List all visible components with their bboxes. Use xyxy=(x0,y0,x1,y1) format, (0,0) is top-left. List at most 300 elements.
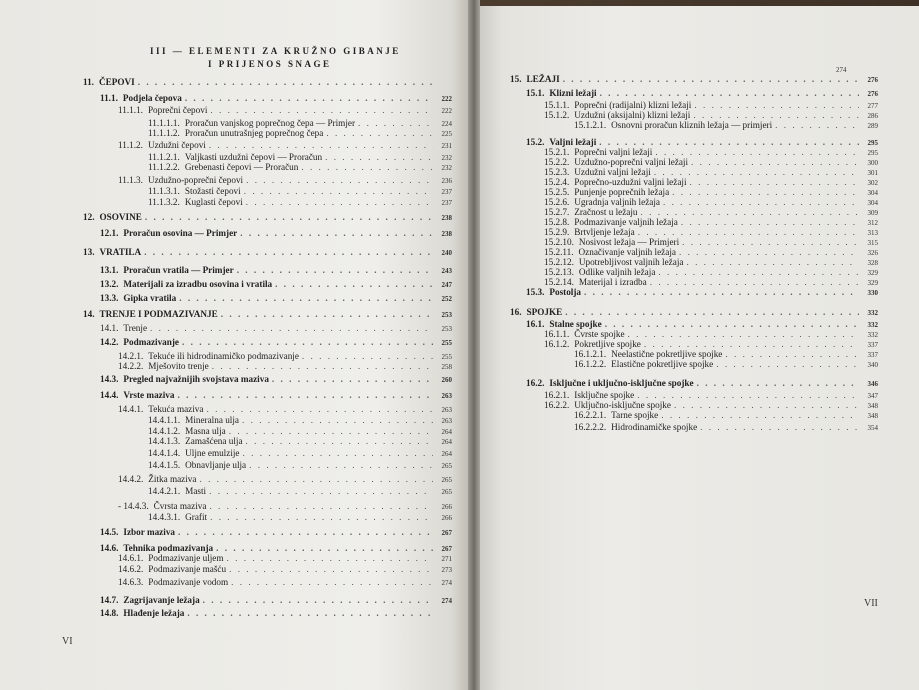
page-number-top: 274 xyxy=(836,66,847,74)
toc-entry-number: 15.2.2. xyxy=(544,157,570,167)
toc-entry xyxy=(83,77,452,88)
toc-entry-page: 258 xyxy=(441,363,452,371)
part-heading: III — ELEMENTI ZA KRUŽNO GIBANJE xyxy=(150,46,401,56)
dot-leader xyxy=(661,410,859,421)
toc-entry-number: 13.1. xyxy=(100,265,119,275)
toc-entry-title: Čvrsta maziva xyxy=(153,501,207,511)
toc-entry-title: Valjni ležaji xyxy=(549,137,597,147)
toc-entry-page: 354 xyxy=(867,424,878,432)
toc-entry xyxy=(100,608,452,619)
dot-leader xyxy=(563,74,859,85)
toc-entry-title: Podmazivanje uljem xyxy=(148,553,224,563)
dot-leader xyxy=(177,390,433,401)
toc-entry xyxy=(118,140,452,152)
toc-entry-number: 15.2.4. xyxy=(544,177,570,187)
toc-entry-title: Tehnika podmazivanja xyxy=(123,543,214,553)
toc-entry-number: 16.2.2.1. xyxy=(574,410,607,420)
toc-entry-title: SPOJKE xyxy=(526,307,563,317)
toc-entry xyxy=(100,527,452,539)
dot-leader xyxy=(210,105,433,116)
toc-entry-page: 238 xyxy=(441,230,452,238)
toc-entry-page: 243 xyxy=(441,267,452,275)
toc-entry-title: Uzdužni valjni ležaji xyxy=(574,167,651,177)
toc-entry-number: 15.2.8. xyxy=(544,217,570,227)
toc-entry-title: Isključne i uključno-isključne spojke xyxy=(549,378,694,388)
toc-entry-title: Žitka maziva xyxy=(148,474,197,484)
toc-entry-number: 14.2.2. xyxy=(118,361,144,371)
toc-entry-number: 15.2.9. xyxy=(544,227,570,237)
toc-entry-title: Mješovito trenje xyxy=(148,361,209,371)
toc-entry xyxy=(100,93,452,105)
toc-entry-number: 15.1.1. xyxy=(544,100,570,110)
toc-entry-page: 313 xyxy=(867,229,878,237)
toc-entry-number: 15.2.13. xyxy=(544,267,574,277)
toc-entry-page: 264 xyxy=(441,450,452,458)
toc-entry xyxy=(526,287,878,299)
toc-entry xyxy=(574,410,878,422)
dot-leader xyxy=(182,337,433,348)
dot-leader xyxy=(227,553,433,564)
toc-entry-page: 253 xyxy=(441,325,452,333)
toc-entry-title: Uzdužno-poprečni valjni ležaji xyxy=(574,157,689,167)
toc-entry-number: 15.2.3. xyxy=(544,167,570,177)
toc-entry-page: 300 xyxy=(867,159,878,167)
toc-entry-number: 16.2.2. xyxy=(544,400,570,410)
toc-entry xyxy=(100,595,452,607)
toc-entry-page: 238 xyxy=(441,214,452,222)
toc-entry-title: VRATILA xyxy=(99,247,142,257)
dot-leader xyxy=(144,247,433,258)
toc-entry-title: Podmazivanje xyxy=(123,337,180,347)
dot-leader xyxy=(210,512,433,523)
toc-entry-page: 266 xyxy=(441,503,452,511)
toc-entry-number: 14.4.1. xyxy=(118,404,144,414)
dot-leader xyxy=(209,140,433,151)
toc-entry-number: 14.6.2. xyxy=(118,564,144,574)
toc-entry-page: 340 xyxy=(867,361,878,369)
toc-entry-page: 264 xyxy=(441,428,452,436)
toc-entry-page: 255 xyxy=(441,339,452,347)
toc-entry-number: 15.1.2. xyxy=(544,110,570,120)
toc-entry-title: Zračnost u ležaju xyxy=(574,207,638,217)
toc-entry-page: 332 xyxy=(867,331,878,339)
toc-entry-title: Uzdužni (aksijalni) klizni ležaji xyxy=(574,110,691,120)
toc-entry-title: Elastične pokretljive spojke xyxy=(611,359,714,369)
toc-entry-title: Tekuće ili hidrodinamičko podmazivanje xyxy=(148,351,299,361)
toc-entry-number: 15.3. xyxy=(526,287,545,297)
toc-entry xyxy=(118,577,452,589)
toc-entry-title: Proračun vanjskog poprečnog čepa — Primjer xyxy=(184,118,356,128)
toc-entry-page: 277 xyxy=(867,102,878,110)
toc-entry-page: 274 xyxy=(441,597,452,605)
part-heading-continued: I PRIJENOS SNAGE xyxy=(208,59,332,69)
toc-entry-page: 312 xyxy=(867,219,878,227)
toc-entry xyxy=(100,293,452,305)
dot-leader xyxy=(246,175,433,186)
toc-entry-title: Pokretljive spojke xyxy=(574,339,641,349)
toc-entry-title: Podmazivanje vodom xyxy=(148,577,229,587)
dot-leader xyxy=(249,460,433,471)
toc-entry-page: 295 xyxy=(867,149,878,157)
dot-leader xyxy=(246,436,433,447)
toc-entry xyxy=(100,228,452,240)
toc-entry xyxy=(118,105,452,117)
toc-entry-page: 301 xyxy=(867,169,878,177)
toc-entry xyxy=(83,247,452,259)
toc-entry-page: 237 xyxy=(441,199,452,207)
toc-entry-number: 15. xyxy=(510,74,522,84)
dot-leader xyxy=(138,77,433,88)
dot-leader xyxy=(206,404,433,415)
toc-entry xyxy=(118,564,452,576)
dot-leader xyxy=(275,279,433,290)
toc-entry-page: 265 xyxy=(441,488,452,496)
toc-entry-number: 13.2. xyxy=(100,279,119,289)
toc-entry-number: 11.1.1. xyxy=(118,105,143,115)
toc-entry-title: LEŽAJI xyxy=(526,74,560,84)
toc-entry-title: Neelastične pokretljive spojke xyxy=(611,349,723,359)
toc-entry-number: 11.1.2.1. xyxy=(148,152,180,162)
toc-entry-number: 14.6. xyxy=(100,543,119,553)
toc-entry-title: Uljne emulzije xyxy=(185,448,240,458)
toc-entry-page: 271 xyxy=(441,555,452,563)
dot-leader xyxy=(231,577,433,588)
dot-leader xyxy=(185,93,433,104)
toc-entry-number: 14.4.1.3. xyxy=(148,436,181,446)
toc-entry-title: Upotrebljivost valjnih ležaja xyxy=(578,257,684,267)
toc-entry-number: 11. xyxy=(83,77,94,87)
toc-entry-title: Poprečni (radijalni) klizni ležaji xyxy=(574,100,692,110)
toc-entry-title: Materijal i izradba xyxy=(578,277,647,287)
toc-entry xyxy=(83,309,452,321)
toc-entry-page: 232 xyxy=(441,164,452,172)
toc-entry-number: 14.4.2. xyxy=(118,474,144,484)
toc-entry-title: Označivanje valjnih ležaja xyxy=(578,247,676,257)
toc-entry xyxy=(574,422,878,434)
toc-entry-number: 15.2.10. xyxy=(544,237,574,247)
toc-entry xyxy=(574,120,878,132)
dot-leader xyxy=(229,564,433,575)
toc-entry-page: 337 xyxy=(867,341,878,349)
dot-leader xyxy=(212,361,433,372)
toc-entry-page: 236 xyxy=(441,177,452,185)
toc-entry xyxy=(510,307,878,319)
toc-entry-number: 11.1.1.2. xyxy=(148,128,180,138)
toc-entry-number: 11.1.3. xyxy=(118,175,143,185)
toc-entry-title: Proračun unutrašnjeg poprečnog čepa xyxy=(184,128,324,138)
toc-entry-title: Pregled najvažnijih svojstava maziva xyxy=(123,374,269,384)
toc-entry-page: 309 xyxy=(867,209,878,217)
toc-entry-page: 247 xyxy=(441,281,452,289)
toc-entry-number: 11.1.1.1. xyxy=(148,118,180,128)
toc-entry-title: Materijali za izradbu osovina i vratila xyxy=(123,279,273,289)
toc-entry-title: Stalne spojke xyxy=(549,319,602,329)
toc-entry-page: 304 xyxy=(867,199,878,207)
toc-entry-page: 265 xyxy=(441,476,452,484)
toc-entry-number: 14.4.1.4. xyxy=(148,448,181,458)
toc-entry-title: Zagrijavanje ležaja xyxy=(123,595,200,605)
toc-entry-title: Postolja xyxy=(549,287,582,297)
dot-leader xyxy=(272,374,433,385)
toc-entry-number: 13. xyxy=(83,247,95,257)
table-of-contents-right xyxy=(476,6,919,690)
toc-entry-page: 253 xyxy=(441,311,452,319)
toc-entry-title: Uzdužni čepovi xyxy=(147,140,206,150)
toc-entry-title: Hlađenje ležaja xyxy=(123,608,185,618)
toc-entry-page: 329 xyxy=(867,269,878,277)
dot-leader xyxy=(209,486,433,497)
toc-entry xyxy=(510,74,878,86)
page-folio-right: VII xyxy=(864,598,878,609)
toc-entry-page: 304 xyxy=(867,189,878,197)
toc-entry-page: 315 xyxy=(867,239,878,247)
toc-entry-title: Izbor maziva xyxy=(123,527,176,537)
toc-entry-number: 15.2. xyxy=(526,137,545,147)
toc-entry-number: 14.4.3.1. xyxy=(148,512,181,522)
dot-leader xyxy=(240,228,433,239)
toc-entry-page: 237 xyxy=(441,188,452,196)
dot-leader xyxy=(301,162,433,173)
toc-entry-title: Uključno-isključne spojke xyxy=(574,400,671,410)
toc-entry xyxy=(100,323,452,335)
dot-leader xyxy=(187,608,433,619)
toc-entry-title: Punjenje poprečnih ležaja xyxy=(574,187,670,197)
toc-entry-number: 16. xyxy=(510,307,522,317)
toc-entry-title: Odlike valjnih ležaja xyxy=(578,267,656,277)
dot-leader xyxy=(237,265,433,276)
toc-entry-number: 14.4. xyxy=(100,390,119,400)
toc-entry-number: 16.1.2. xyxy=(544,339,570,349)
toc-entry-number: 16.1.2.1. xyxy=(574,349,607,359)
dot-leader xyxy=(242,415,433,426)
toc-entry-number: 14.6.1. xyxy=(118,553,144,563)
toc-entry-number: 14.4.2.1. xyxy=(148,486,181,496)
toc-entry xyxy=(148,512,452,524)
toc-entry-number: 15.2.7. xyxy=(544,207,570,217)
toc-entry-title: Podmazivanje mašću xyxy=(148,564,227,574)
toc-entry-title: Mineralna ulja xyxy=(185,415,239,425)
toc-entry-page: 240 xyxy=(441,249,452,257)
toc-entry-number: 14.5. xyxy=(100,527,119,537)
toc-entry-number: 15.2.5. xyxy=(544,187,570,197)
toc-entry-number: 11.1. xyxy=(100,93,118,103)
page-folio-left: VI xyxy=(62,636,73,647)
toc-entry-number: 15.1. xyxy=(526,88,545,98)
toc-entry-title: Čvrste spojke xyxy=(574,329,625,339)
dot-leader xyxy=(716,359,859,370)
toc-entry-number: 12. xyxy=(83,212,95,222)
toc-entry-page: 263 xyxy=(441,392,452,400)
toc-entry xyxy=(118,361,452,373)
dot-leader xyxy=(203,595,433,606)
toc-entry-page: 276 xyxy=(867,90,878,98)
dot-leader xyxy=(326,128,433,139)
toc-entry-number: 14.1. xyxy=(100,323,119,333)
toc-entry xyxy=(148,197,452,209)
dot-leader xyxy=(700,422,859,433)
toc-entry-title: Osnovni proračun kliznih ležaja — primjeri xyxy=(611,120,773,130)
toc-entry xyxy=(83,212,452,224)
toc-entry-title: Zamašćena ulja xyxy=(185,436,243,446)
toc-entry-number: 14.3. xyxy=(100,374,119,384)
toc-entry-page: 302 xyxy=(867,179,878,187)
toc-entry xyxy=(526,378,878,390)
toc-entry xyxy=(100,265,452,277)
dot-leader xyxy=(179,293,433,304)
toc-entry-number: 14.4.1.5. xyxy=(148,460,181,470)
toc-entry-page: 337 xyxy=(867,351,878,359)
dot-leader xyxy=(244,186,433,197)
toc-entry-title: Poprečni valjni ležaji xyxy=(574,147,653,157)
toc-entry-title: Brtvljenje ležaja xyxy=(574,227,635,237)
toc-entry-title: Poprečni čepovi xyxy=(147,105,208,115)
toc-entry-number: - 14.4.3. xyxy=(118,501,149,511)
toc-entry-page: 224 xyxy=(441,120,452,128)
toc-entry-page: 286 xyxy=(867,112,878,120)
toc-entry-page: 260 xyxy=(441,376,452,384)
toc-entry-page: 276 xyxy=(867,76,878,84)
toc-entry-number: 14.6.3. xyxy=(118,577,144,587)
toc-entry-number: 16.1. xyxy=(526,319,545,329)
toc-entry-page: 326 xyxy=(867,249,878,257)
toc-entry-title: Vrste maziva xyxy=(123,390,175,400)
toc-entry-number: 11.1.3.2. xyxy=(148,197,180,207)
toc-entry-title: Gipka vratila xyxy=(123,293,177,303)
toc-entry-title: Ugradnja valjnih ležaja xyxy=(574,197,660,207)
toc-entry xyxy=(100,390,452,402)
toc-entry xyxy=(148,436,452,448)
toc-entry-number: 16.2.1. xyxy=(544,390,570,400)
toc-entry-page: 265 xyxy=(441,462,452,470)
toc-entry-page: 328 xyxy=(867,259,878,267)
toc-entry xyxy=(148,448,452,460)
toc-entry-page: 295 xyxy=(867,139,878,147)
right-page xyxy=(476,6,919,690)
toc-entry-number: 16.2.2.2. xyxy=(574,422,607,432)
toc-entry xyxy=(148,486,452,498)
toc-entry-number: 15.2.12. xyxy=(544,257,574,267)
toc-entry-page: 347 xyxy=(867,392,878,400)
toc-entry-title: ČEPOVI xyxy=(98,77,135,87)
dot-leader xyxy=(178,527,433,538)
toc-entry-title: Tekuća maziva xyxy=(148,404,204,414)
toc-entry-page: 273 xyxy=(441,566,452,574)
toc-entry-number: 15.2.14. xyxy=(544,277,574,287)
toc-entry xyxy=(100,374,452,386)
toc-entry-title: TRENJE I PODMAZIVANJE xyxy=(99,309,218,319)
book-gutter xyxy=(468,0,480,690)
toc-entry xyxy=(148,162,452,174)
dot-leader xyxy=(775,120,859,131)
dot-leader xyxy=(209,501,433,512)
toc-entry-number: 14. xyxy=(83,309,95,319)
dot-leader xyxy=(199,474,433,485)
toc-entry-title: Proračun vratila — Primjer xyxy=(123,265,234,275)
toc-entry xyxy=(118,474,452,486)
toc-entry-number: 14.2.1. xyxy=(118,351,144,361)
toc-entry-page: 346 xyxy=(867,380,878,388)
dot-leader xyxy=(150,323,433,334)
dot-leader xyxy=(243,448,434,459)
toc-entry-title: Valjkasti uzdužni čepovi — Proračun xyxy=(184,152,323,162)
toc-entry-page: 274 xyxy=(441,579,452,587)
toc-entry-title: Masna ulja xyxy=(185,426,226,436)
toc-entry-number: 14.4.1.2. xyxy=(148,426,181,436)
toc-entry-number: 11.1.2.2. xyxy=(148,162,180,172)
toc-entry-number: 15.2.6. xyxy=(544,197,570,207)
toc-entry-number: 12.1. xyxy=(100,228,119,238)
toc-entry-page: 267 xyxy=(441,545,452,553)
toc-entry-page: 222 xyxy=(441,95,452,103)
toc-entry-number: 14.2. xyxy=(100,337,119,347)
toc-entry-page: 348 xyxy=(867,402,878,410)
toc-entry-title: Uzdužno-poprečni čepovi xyxy=(147,175,244,185)
toc-entry-number: 16.2. xyxy=(526,378,545,388)
toc-entry-number: 11.1.3.1. xyxy=(148,186,180,196)
toc-entry-page: 348 xyxy=(867,412,878,420)
dot-leader xyxy=(221,309,433,320)
toc-entry-page: 264 xyxy=(441,438,452,446)
toc-entry-page: 289 xyxy=(867,122,878,130)
toc-entry-title: Nosivost ležaja — Primjeri xyxy=(578,237,680,247)
toc-entry-number: 14.4.1.1. xyxy=(148,415,181,425)
toc-entry-page: 252 xyxy=(441,295,452,303)
toc-entry-page: 225 xyxy=(441,130,452,138)
toc-entry-title: OSOVINE xyxy=(99,212,142,222)
toc-entry xyxy=(100,337,452,349)
toc-entry-number: 14.7. xyxy=(100,595,119,605)
toc-entry xyxy=(148,128,452,140)
dot-leader xyxy=(246,197,433,208)
toc-entry-title: Podjela čepova xyxy=(122,93,182,103)
toc-entry-number: 11.1.2. xyxy=(118,140,143,150)
toc-entry-title: Poprečno-uzdužni valjni ležaji xyxy=(574,177,687,187)
toc-entry-number: 15.1.2.1. xyxy=(574,120,607,130)
toc-entry-title: Tarne spojke xyxy=(611,410,659,420)
toc-entry-title: Trenje xyxy=(123,323,148,333)
toc-entry-title: Hidrodinamičke spojke xyxy=(611,422,698,432)
toc-entry-page: 231 xyxy=(441,142,452,150)
toc-entry-title: Kuglasti čepovi xyxy=(184,197,243,207)
toc-entry-number: 14.8. xyxy=(100,608,119,618)
dot-leader xyxy=(600,88,859,99)
toc-entry-page: 332 xyxy=(867,309,878,317)
toc-entry-page: 232 xyxy=(441,154,452,162)
toc-entry-page: 263 xyxy=(441,406,452,414)
toc-entry xyxy=(574,359,878,371)
toc-entry xyxy=(526,88,878,100)
toc-entry-title: Grebenasti čepovi — Proračun xyxy=(184,162,299,172)
toc-entry-page: 329 xyxy=(867,279,878,287)
toc-entry-number: 13.3. xyxy=(100,293,119,303)
toc-entry-page: 255 xyxy=(441,353,452,361)
toc-entry-title: Podmazivanje valjnih ležaja xyxy=(574,217,678,227)
toc-entry-title: Proračun osovina — Primjer xyxy=(123,228,238,238)
toc-entry-title: Masti xyxy=(185,486,207,496)
toc-entry-page: 330 xyxy=(867,289,878,297)
toc-entry-page: 332 xyxy=(867,321,878,329)
toc-entry-page: 266 xyxy=(441,514,452,522)
toc-entry-page: 222 xyxy=(441,107,452,115)
dot-leader xyxy=(584,287,859,298)
toc-entry-title: Grafit xyxy=(185,512,208,522)
toc-entry-number: 16.1.2.2. xyxy=(574,359,607,369)
toc-entry-number: 16.1.1. xyxy=(544,329,570,339)
dot-leader xyxy=(565,307,859,318)
dot-leader xyxy=(145,212,433,223)
toc-entry-page: 263 xyxy=(441,417,452,425)
toc-entry-number: 15.2.11. xyxy=(544,247,574,257)
